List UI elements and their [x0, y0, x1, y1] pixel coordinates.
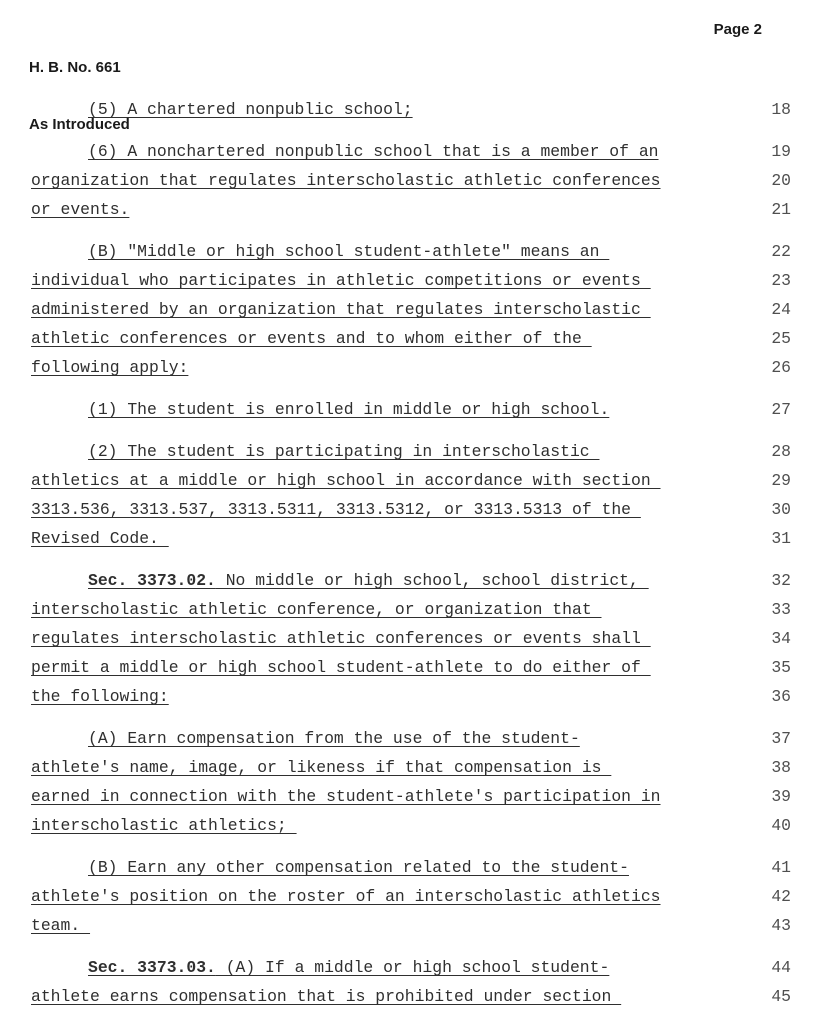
- document-line: [31, 237, 791, 266]
- line-text: (1) The student is enrolled in middle or high school.: [88, 400, 610, 419]
- line-text: organization that regulates interscholastic athletic conferences: [31, 171, 661, 190]
- document-line: [31, 166, 791, 195]
- line-number: 42: [771, 887, 791, 906]
- line-text: athlete's position on the roster of an interscholastic athletics: [31, 887, 661, 906]
- line-number: 18: [771, 100, 791, 119]
- bill-status: As Introduced: [29, 116, 130, 133]
- line-text: the following:: [31, 687, 169, 706]
- document-line: [31, 466, 791, 495]
- document-line: [31, 353, 791, 382]
- line-number: 37: [771, 729, 791, 748]
- paragraph: [31, 566, 791, 711]
- line-text: athletic conferences or events and to whom either of the: [31, 329, 592, 348]
- line-text: athlete earns compensation that is prohibited under section: [31, 987, 622, 1006]
- document-line: [31, 953, 791, 982]
- document-line: [31, 295, 791, 324]
- line-number: 31: [771, 529, 791, 548]
- document-line: [31, 753, 791, 782]
- document-line: [31, 882, 791, 911]
- line-text: team.: [31, 916, 91, 935]
- line-text: (6) A nonchartered nonpublic school that is a member of an: [88, 142, 659, 161]
- line-number: 40: [771, 816, 791, 835]
- document-line: [31, 495, 791, 524]
- line-text: individual who participates in athletic competitions or events: [31, 271, 651, 290]
- line-text: administered by an organization that regulates interscholastic: [31, 300, 651, 319]
- line-text: (B) "Middle or high school student-athlete" means an: [88, 242, 610, 261]
- line-number: 32: [771, 571, 791, 590]
- document-line: [31, 782, 791, 811]
- document-line: [31, 624, 791, 653]
- line-text: (A) Earn compensation from the use of the student-: [88, 729, 580, 748]
- page-number-label: Page 2: [713, 21, 762, 38]
- paragraph: [31, 953, 791, 1011]
- line-number: 45: [771, 987, 791, 1006]
- document-line: [31, 324, 791, 353]
- line-text: Sec. 3373.03. (A) If a middle or high school student-: [88, 958, 610, 977]
- paragraph: [31, 237, 791, 382]
- document-line: [31, 982, 791, 1011]
- line-text: 3313.536, 3313.537, 3313.5311, 3313.5312, or 3313.5313 of the: [31, 500, 641, 519]
- line-number: 41: [771, 858, 791, 877]
- document-line: [31, 524, 791, 553]
- line-number: 33: [771, 600, 791, 619]
- line-number: 34: [771, 629, 791, 648]
- paragraph: [31, 137, 791, 224]
- document-line: [31, 811, 791, 840]
- line-text: (2) The student is participating in interscholastic: [88, 442, 600, 461]
- document-line: [31, 724, 791, 753]
- line-number: 30: [771, 500, 791, 519]
- document-line: [31, 911, 791, 940]
- line-number: 36: [771, 687, 791, 706]
- line-number: 39: [771, 787, 791, 806]
- line-number: 28: [771, 442, 791, 461]
- document-line: [31, 566, 791, 595]
- line-text: interscholastic athletic conference, or organization that: [31, 600, 602, 619]
- line-number: 19: [771, 142, 791, 161]
- line-number: 29: [771, 471, 791, 490]
- document-line: [31, 437, 791, 466]
- line-text: (B) Earn any other compensation related to the student-: [88, 858, 629, 877]
- document-line: [31, 853, 791, 882]
- line-number: 23: [771, 271, 791, 290]
- document-line: [31, 266, 791, 295]
- paragraph: [31, 853, 791, 940]
- line-text: or events.: [31, 200, 130, 219]
- paragraph: [31, 395, 791, 424]
- line-text: interscholastic athletics;: [31, 816, 297, 835]
- line-text: (5) A chartered nonpublic school;: [88, 100, 413, 119]
- line-text: athlete's name, image, or likeness if that compensation is: [31, 758, 612, 777]
- line-number: 44: [771, 958, 791, 977]
- paragraph: [31, 437, 791, 553]
- line-number: 20: [771, 171, 791, 190]
- line-number: 43: [771, 916, 791, 935]
- document-line: [31, 195, 791, 224]
- line-number: 24: [771, 300, 791, 319]
- line-text: athletics at a middle or high school in accordance with section: [31, 471, 661, 490]
- document-line: [31, 137, 791, 166]
- line-number: 22: [771, 242, 791, 261]
- bill-number: H. B. No. 661: [29, 59, 121, 76]
- line-number: 27: [771, 400, 791, 419]
- line-number: 26: [771, 358, 791, 377]
- document-line: [31, 653, 791, 682]
- line-number: 25: [771, 329, 791, 348]
- line-text: Sec. 3373.02. No middle or high school, school district,: [88, 571, 649, 590]
- document-line: [31, 95, 791, 124]
- line-text: regulates interscholastic athletic conferences or events shall: [31, 629, 651, 648]
- line-number: 38: [771, 758, 791, 777]
- paragraph: [31, 724, 791, 840]
- document-line: [31, 595, 791, 624]
- line-number: 35: [771, 658, 791, 677]
- document-line: [31, 682, 791, 711]
- line-text: earned in connection with the student-athlete's participation in: [31, 787, 661, 806]
- line-text: following apply:: [31, 358, 189, 377]
- line-text: Revised Code.: [31, 529, 169, 548]
- document-line: [31, 395, 791, 424]
- bill-text-body: [31, 95, 791, 1011]
- line-text: permit a middle or high school student-athlete to do either of: [31, 658, 651, 677]
- line-number: 21: [771, 200, 791, 219]
- paragraph: [31, 95, 791, 124]
